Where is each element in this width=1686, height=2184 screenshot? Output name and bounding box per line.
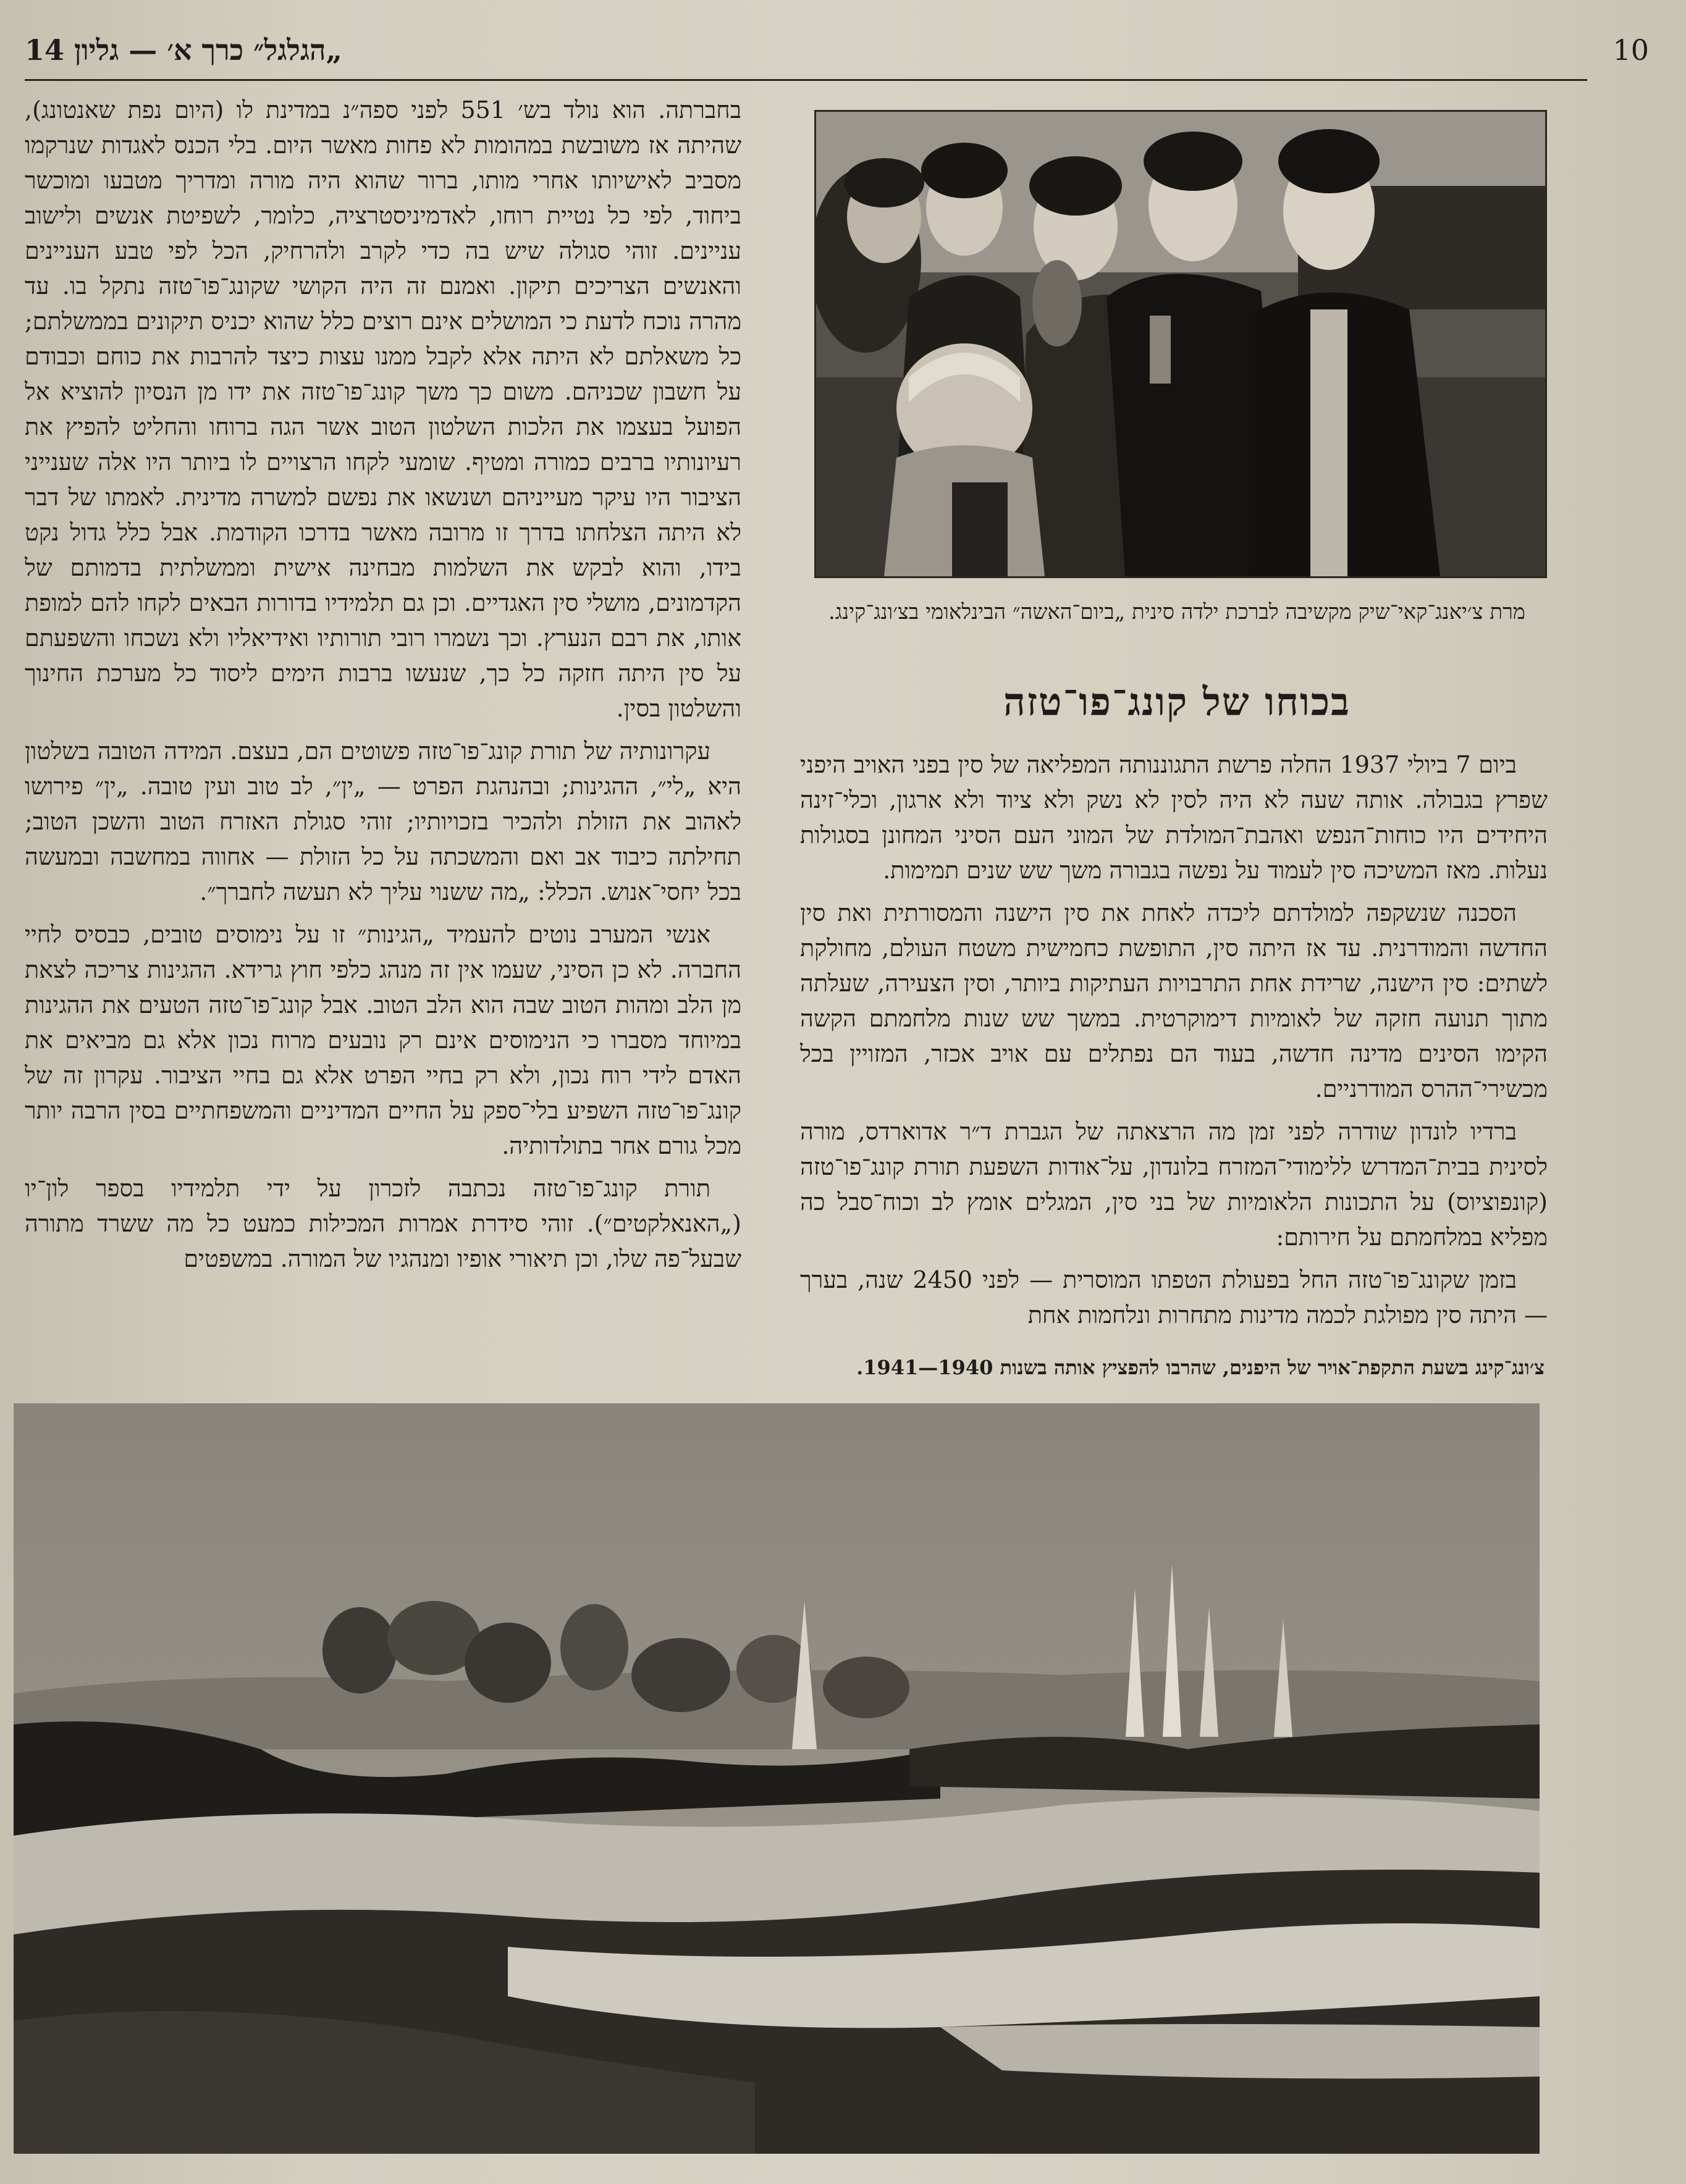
article-left-column — [25, 93, 741, 1328]
paragraph: בזמן שקונג־פו־טזה החל בפעולת הטפתו המוסרית — לפני 2450 שנה, בערך — היתה סין מפולגת לכמה מדינות מתחרות ונלחמות אחת — [800, 1266, 1548, 1329]
paragraph: ביום 7 ביולי 1937 החלה פרשת התגוננותה המפליאה של סין בפני האויב היפני שפרץ בגבולה. אותה שעה לא היה לסין לא נשק ולא ציוד ולא ארגון, וכלי־זינה היחידים היו כוחות־הנפש ואהבת־המולדת של המוני העם הסיני המחונן בסגולות נעלות. מאז המשיכה סין לעמוד על נפשה בגבורה משך שש שנים תמימות. — [800, 751, 1548, 884]
women-and-child-photo — [814, 110, 1547, 578]
air-raid-landscape-photo — [14, 1403, 1540, 2154]
paragraph: בחברתה. הוא נולד בש׳ 551 לפני ספה״נ במדינת לו (היום נפת שאנטונג), שהיתה אז משובשת במהומות לא פחות מאשר היום. בלי הכנס לאגדות שנרקמו מסביב לאישיותו אחרי מותו, ברור שהוא היה מורה ומדריך מטבעו ומוכשר ביחוד, לפי כל נטיית רוחו, לאדמיניסטרציה, כלומר, לשפיטת אנשים ולישוב עניינים. זוהי סגולה שיש בה כדי לקרב ולהרחיק, הכל לפי טבע העניינים והאנשים הצריכים תיקון. ואמנם זה היה הקושי שקונג־פו־טזה נתקל בו. עד מהרה נוכח לדעת כי המושלים אינם רוצים כלל שהוא יכניס תיקונים בממשלתם; כל משאלתם לא היתה אלא לקבל ממנו עצות כיצד להרבות את כוחם וכבודם על חשבון שכניהם. משום כך משך קונג־פו־טזה את ידו מן הנסיון להוציא אל הפועל בעצמו את הלכות השלטון הטוב אשר הגה ברוחו והחליט להפיץ את רעיונותיו ברבים כמורה ומטיף. שומעי לקחו הרצויים לו ביותר היו אלה שענייני הציבור היו עיקר מעייניהם ושנשאו את נפשם למשרה מדינית. לאמתו של דבר לא היתה הצלחתו בדרך זו מרובה מאשר בדרכו הקודמת. אבל כלל גדול נקט בידו, והוא לבקש את השלמות מבחינה אישית וממשלתית בדמותם של הקדמונים, מושלי סין האגדיים. וכן גם תלמידיו בדורות הבאים לקחו להם למופת אותו, את רבם הנערץ. וכך נשמרו רובי תורותיו ואידיאליו ולא נשכחו והשפעתם על סין היתה חזקה כל כך, שנעשו ברבות הימים ליסוד כל מערכת החינוך והשלטון בסין. — [25, 96, 742, 722]
paragraph: אנשי המערב נוטים להעמיד „הגינות״ זו על נימוסים טובים, כבסיס לחיי החברה. לא כן הסיני, שעמו אין זה מנהג כלפי חוץ גרידא. ההגינות צריכה לצאת מן הלב ומהות הטוב שבה הוא הלב הטוב. אבל קונג־פו־טזה הטעים את ההגינות במיוחד מסברו כי הנימוסים אינם רק נובעים מרוח נכון אלא גם מביאים את האדם לידי רוח נכון, ולא רק בחיי הפרט אלא גם בחיי הציבור. עקרון זה של קונג־פו־טזה השפיע בלי־ספק על החיים המדיניים והמשפחתיים בסין הרבה יותר מכל גורם אחר בתולדותיה. — [25, 921, 741, 1159]
running-head — [25, 30, 1649, 81]
article-title: בכוחו של קונג־פו־טזה — [1003, 679, 1351, 724]
paragraph: ברדיו לונדון שודרה לפני זמן מה הרצאתה של הגברת ד״ר אדוארדס, מורה לסינית בבית־המדרש ללימודי־המזרח בלונדון, על־אודות השפעת תורת קונג־פו־טזה (קונפוציוס) על התכונות הלאומיות של בני סין, המגלים אומץ לב וכוח־סבל כה מפליא במלחמתם על חירותם: — [800, 1118, 1548, 1251]
article-right-column — [800, 747, 1548, 1402]
paragraph: עקרונותיה של תורת קונג־פו־טזה פשוטים הם, בעצם. המידה הטובה בשלטון היא „לי״, ההגינות; ובהנהגת הפרט — „ין״, לב טוב ועין טובה. „ין״ פירושו לאהוב את הזולת ולהכיר בזכויותיו; זוהי סגולת האזרח הטוב והשכן הטוב; תחילתה כיבוד אב ואם והמשכתה על כל הזולת — אחווה במחשבה ובמעשה בכל יחסי־אנוש. הכלל: „מה ששנוי עליך לא תעשה לחברך״. — [25, 737, 741, 905]
publication-header: „הגלגל״ כרך א׳ — גליון 14 — [25, 33, 342, 67]
page-number: 10 — [1612, 33, 1649, 67]
photo-caption: צ׳ונג־קינג בשעת התקפת־אויר של היפנים, שהרבו להפציץ אותה בשנות 1940—1941. — [856, 1356, 1545, 1379]
paragraph: הסכנה שנשקפה למולדתם ליכדה לאחת את סין הישנה והמסורתית ואת סין החדשה והמודרנית. עד אז היתה סין, התופשת כחמישית משטח העולם, מחולקת לשתים: סין הישנה, שרידת אחת התרבויות העתיקות ביותר, וסין הצעירה, שעלתה מתוך תנועה חזקה של לאומיות דימוקרטית. במשך שש שנות מלחמתם הקשה הקימו הסינים מדינה חדשה, בעוד הם נפתלים עם אויב אכזר, המזויין בכל מכשירי־ההרס המודרניים. — [800, 899, 1548, 1102]
photo-caption: מרת צ׳יאנג־קאי־שיק מקשיבה לברכת ילדה סינית „ביום־האשה״ הבינלאומי בצ׳ונג־קינג. — [828, 600, 1525, 624]
paragraph: תורת קונג־פו־טזה נכתבה לזכרון על ידי תלמידיו בספר לון־יו („האנאלקטים״). זוהי סידרת אמרות המכילות כמעט כל מה ששרד מתורה שבעל־פה שלו, וכן תיאורי אופיו ומנהגיו של המורה. במשפטים — [25, 1175, 741, 1272]
